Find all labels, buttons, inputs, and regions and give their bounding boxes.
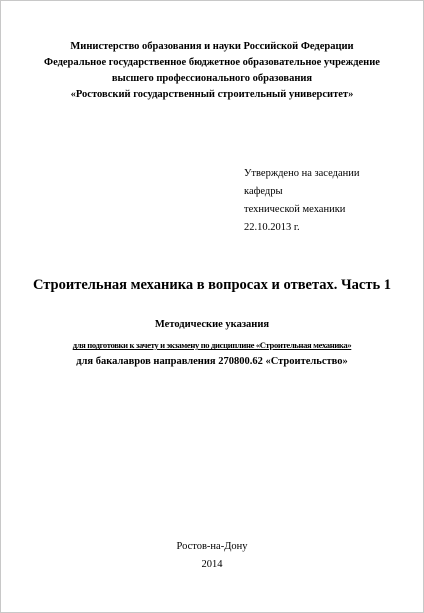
method-block [1,318,423,369]
method-heading: Методические указания [154,319,270,330]
approval-block [244,165,414,237]
approval-date: 22.10.2013 г. [244,222,300,233]
university-name-line: «Ростовский государственный строительный университет» [70,89,354,100]
publication-year: 2014 [201,559,223,570]
approval-line-3: технической механики [244,204,346,215]
approval-line-1: Утверждено на заседании [244,168,360,179]
approval-line-2: кафедры [244,186,283,197]
ministry-line: Министерство образования и науки Российской Федерации [70,41,354,52]
publication-city: Ростов-на-Дону [176,541,248,552]
institution-type-line: Федеральное государственное бюджетное образовательное учреждение [44,57,380,68]
publication-footer [1,538,423,574]
method-audience: для бакалавров направления 270800.62 «Строительство» [76,356,348,367]
institution-header [1,39,423,103]
document-title: Строительная механика в вопросах и ответах. Часть 1 [32,277,392,293]
education-level-line: высшего профессионального образования [111,73,313,84]
method-purpose: для подготовки к зачету и экзамену по дисциплине «Строительная механика» [72,340,352,350]
